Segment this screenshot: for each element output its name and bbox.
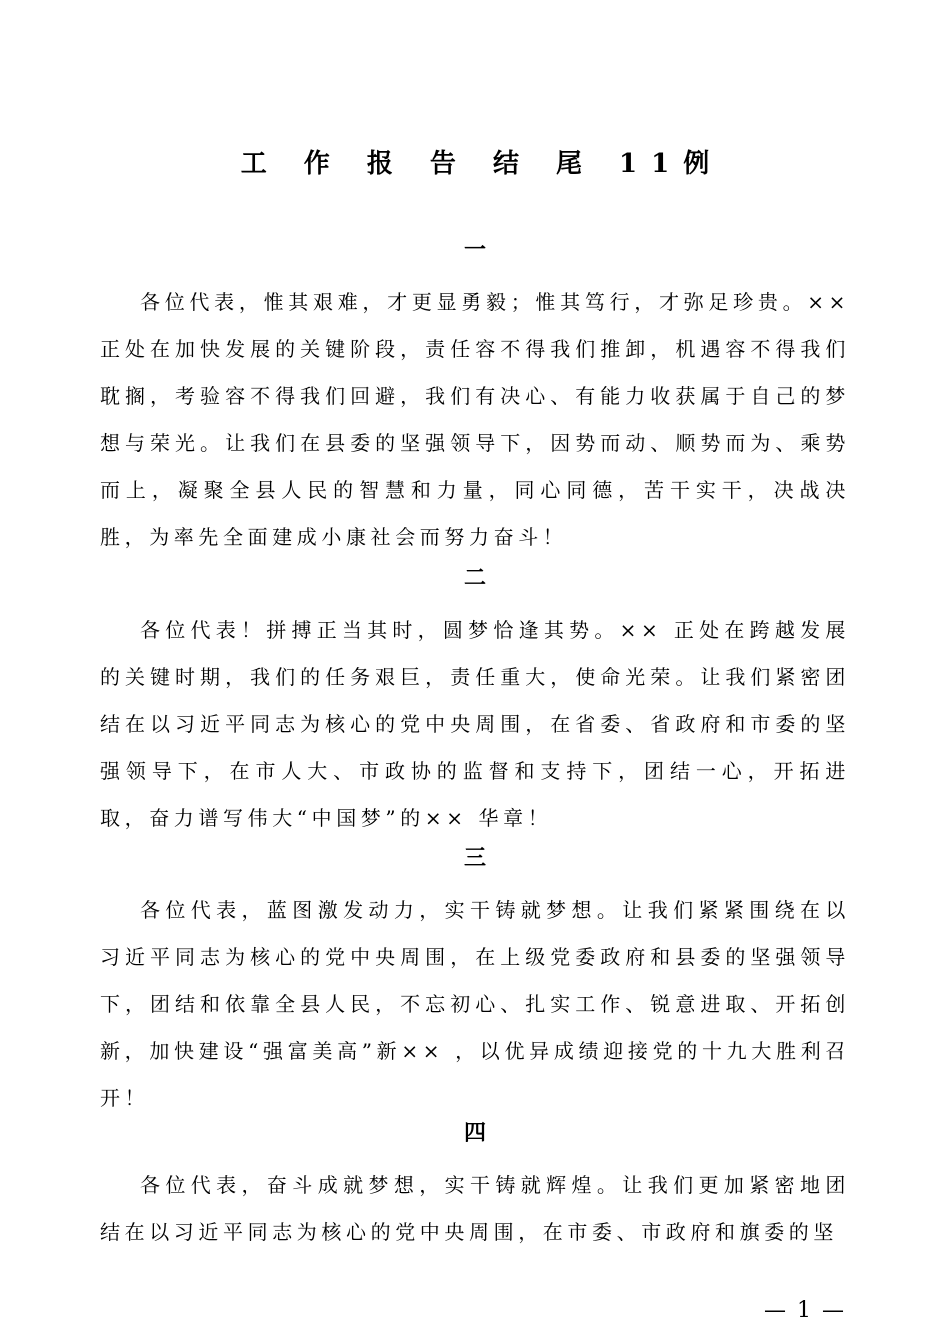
section-paragraph: 各位代表！拼搏正当其时，圆梦恰逢其势。×× 正处在跨越发展的关键时期，我们的任务艰巨，责任重大，使命光荣。让我们紧密团结在以习近平同志为核心的党中央周围，在省委、省政府和市委的坚强领导下，在市人大、市政协的监督和支持下，团结一心，开拓进取，奋力谱写伟大“中国梦”的×× 华章！ [100, 618, 850, 830]
section-heading: 三 [463, 845, 486, 871]
section-4 [100, 1118, 850, 1256]
document-title: 工 作 报 告 结 尾 11例 [240, 149, 724, 179]
section-paragraph: 各位代表，奋斗成就梦想，实干铸就辉煌。让我们更加紧密地团结在以习近平同志为核心的党中央周围，在市委、市政府和旗委的坚 [100, 1173, 850, 1244]
section-heading: 二 [463, 565, 486, 591]
section-paragraph: 各位代表，蓝图激发动力，实干铸就梦想。让我们紧紧围绕在以习近平同志为核心的党中央周围，在上级党委政府和县委的坚强领导下，团结和依靠全县人民，不忘初心、扎实工作、锐意进取、开拓创新，加快建设“强富美高”新×× ，以优异成绩迎接党的十九大胜利召开！ [100, 898, 850, 1110]
section-heading: 一 [463, 237, 486, 263]
section-3 [100, 843, 850, 1122]
section-heading: 四 [463, 1120, 486, 1146]
page-number: — 1 — [764, 1298, 846, 1323]
section-paragraph: 各位代表，惟其艰难，才更显勇毅；惟其笃行，才弥足珍贵。××正处在加快发展的关键阶段，责任容不得我们推卸，机遇容不得我们耽搁，考验容不得我们回避，我们有决心、有能力收获属于自己的梦想与荣光。让我们在县委的坚强领导下，因势而动、顺势而为、乘势而上，凝聚全县人民的智慧和力量，同心同德，苦干实干，决战决胜，为率先全面建成小康社会而努力奋斗！ [100, 290, 850, 549]
section-2 [100, 563, 850, 842]
section-1 [100, 235, 850, 561]
